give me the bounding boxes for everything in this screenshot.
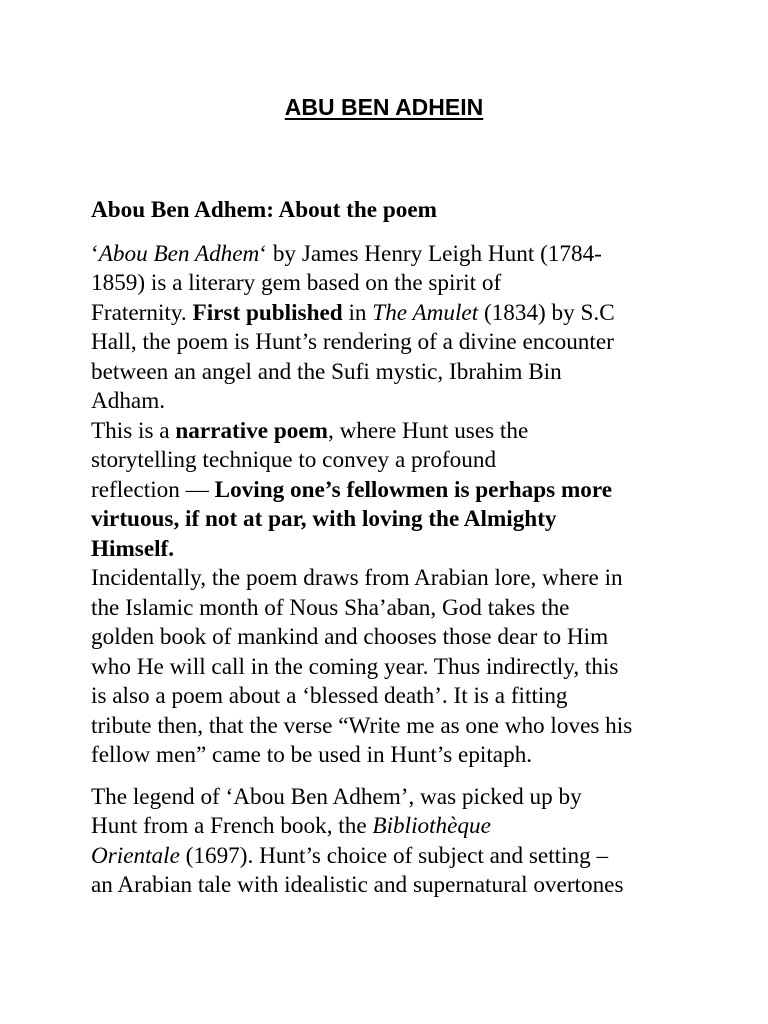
open-quote: ‘ — [91, 240, 99, 267]
text-line — [91, 299, 691, 329]
close-quote: ‘ — [259, 240, 268, 267]
text-line: Hall, the poem is Hunt’s rendering of a divine encounter — [91, 329, 614, 355]
text-line: the Islamic month of Nous Sha’aban, God takes the — [91, 594, 570, 621]
bold-line: Himself. — [91, 535, 175, 562]
paragraph-narrative — [91, 417, 691, 565]
bold-phrase: narrative poem — [175, 417, 328, 444]
text-line — [91, 476, 691, 506]
poem-title-italic: Abou Ben Adhem — [98, 240, 260, 267]
document-title: ABU BEN ADHEIN — [284, 94, 484, 120]
text-line: who He will call in the coming year. Thus indirectly, this — [91, 653, 619, 680]
book-title-italic: Bibliothèque — [372, 813, 491, 839]
text-run: in — [342, 299, 373, 326]
text-line — [91, 842, 691, 872]
text-run: Fraternity. — [91, 299, 193, 326]
document-body — [91, 196, 691, 901]
text-line: Incidentally, the poem draws from Arabian lore, where in — [91, 565, 623, 591]
text-run: , where Hunt uses the — [328, 417, 529, 444]
bold-line: virtuous, if not at par, with loving the Almighty — [91, 506, 557, 532]
book-title-italic: Orientale — [91, 842, 180, 869]
section-heading: Abou Ben Adhem: About the poem — [91, 197, 437, 223]
text-line: between an angel and the Sufi mystic, Ibrahim Bin — [91, 358, 562, 385]
text-run: reflection — — [91, 476, 215, 503]
text-line: is also a poem about a ‘blessed death’. It is a fitting — [91, 683, 568, 709]
text-line: Adham. — [91, 388, 166, 414]
paragraph-intro — [91, 240, 691, 417]
text-line: an Arabian tale with idealistic and supernatural overtones — [91, 872, 624, 898]
text-line: The legend of ‘Abou Ben Adhem’, was picked up by — [91, 783, 582, 810]
text-run: This is a — [91, 417, 176, 444]
bold-phrase: Loving one’s fellowmen is perhaps more — [214, 476, 613, 503]
text-run: by James Henry Leigh Hunt (1784- — [267, 240, 602, 267]
text-run: (1834) by S.C — [478, 299, 615, 326]
text-line — [91, 812, 691, 842]
text-line: tribute then, that the verse “Write me as one who loves his — [91, 712, 633, 739]
publication-title-italic: The Amulet — [372, 299, 479, 326]
text-line — [91, 417, 691, 447]
text-line: storytelling technique to convey a profound — [91, 447, 497, 473]
text-run: Hunt from a French book, the — [91, 813, 373, 839]
text-run: (1697). Hunt’s choice of subject and setting – — [179, 842, 609, 869]
bold-phrase: First published — [192, 299, 343, 326]
text-line: fellow men” came to be used in Hunt’s epitaph. — [91, 742, 533, 768]
text-line: golden book of mankind and chooses those dear to Him — [91, 624, 609, 650]
paragraph-legend — [91, 783, 691, 901]
text-line — [91, 240, 691, 270]
text-line: 1859) is a literary gem based on the spirit of — [91, 270, 502, 296]
paragraph-lore — [91, 564, 691, 771]
